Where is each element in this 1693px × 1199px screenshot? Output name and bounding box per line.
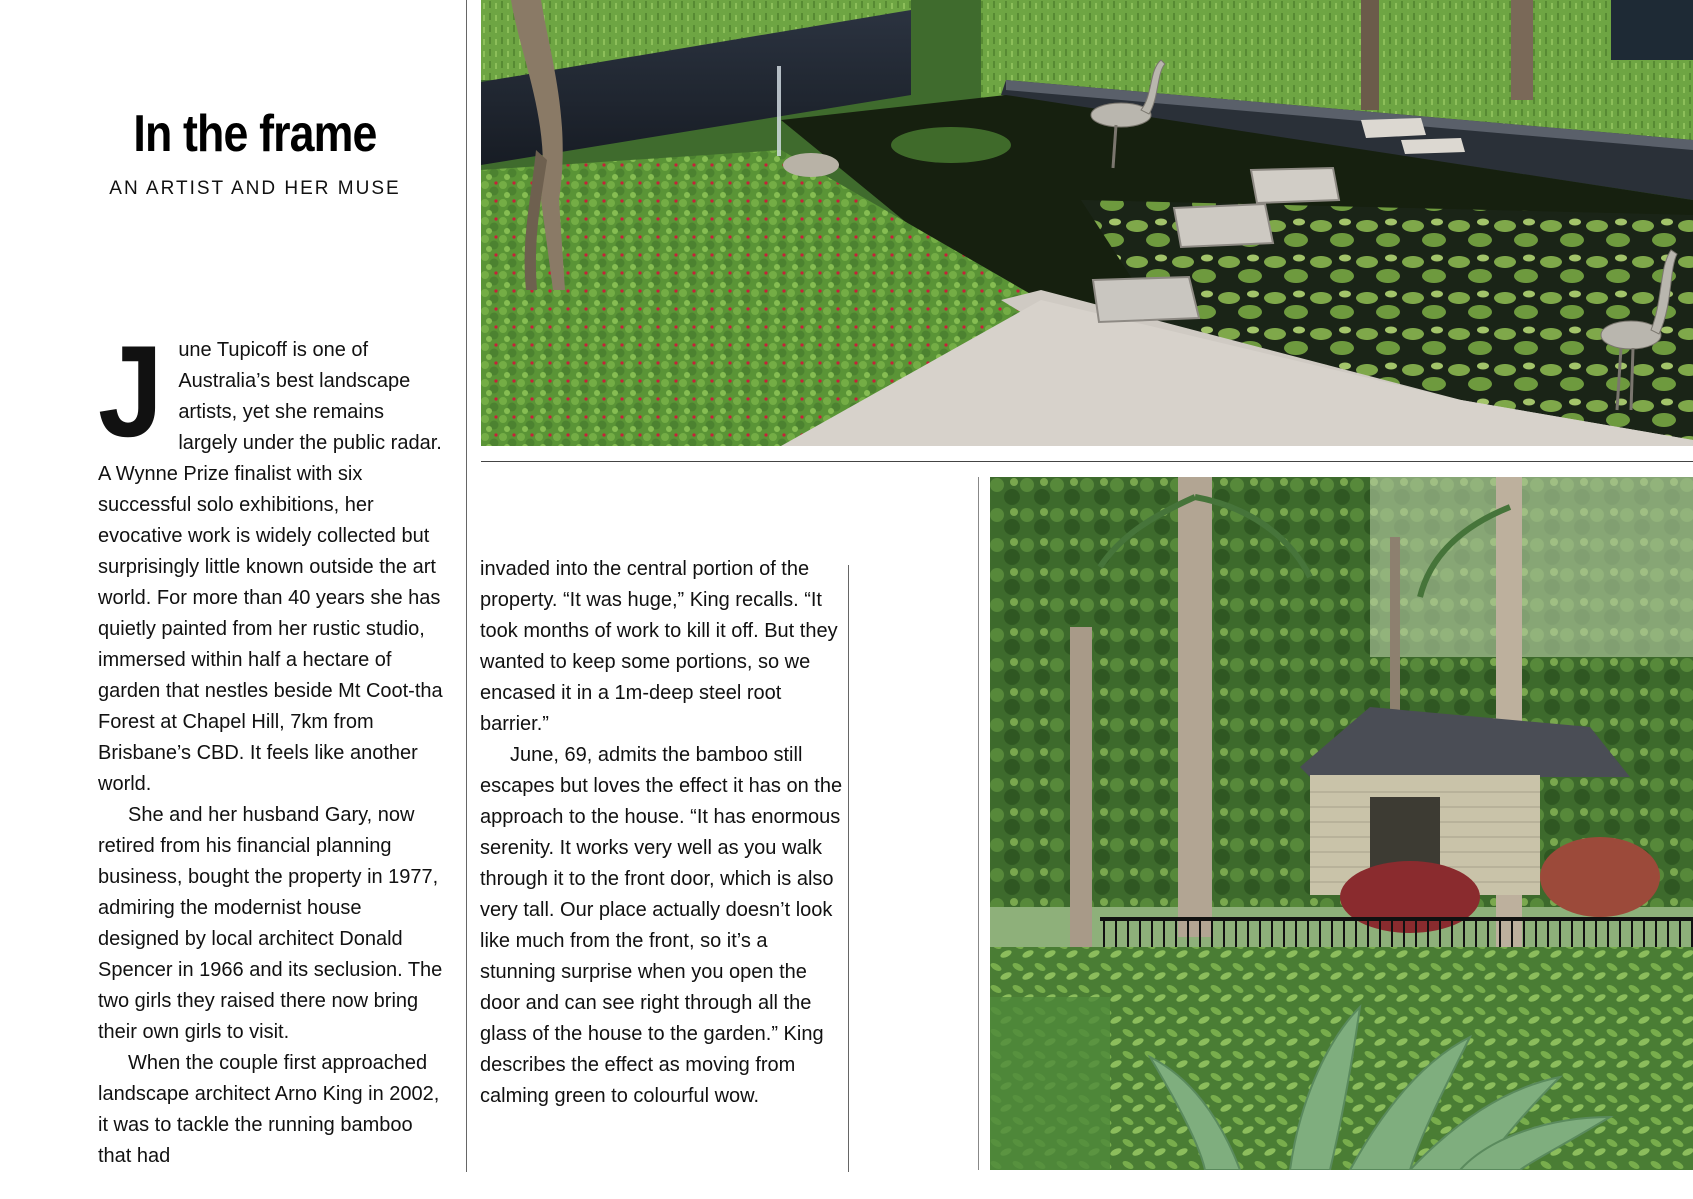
paragraph: June, 69, admits the bamboo still escapes but loves the effect it has on the approach to the house. “It has enormous serenity. It works very well as you walk through it to the front door, which is also very tall. Our place actually doesn’t look like much from the front, so it’s a stunning surprise when you open the door and can see right through all the glass of the house to the garden.” King describes the effect as moving from calming green to colourful wow. (480, 744, 843, 1107)
article-deck: AN ARTIST AND HER MUSE (109, 178, 401, 199)
paragraph: invaded into the central portion of the property. “It was huge,” King recalls. “It took months of work to kill it off. But they wanted to keep some portions, so we encased it in a 1m-deep steel root barrier.” (480, 558, 838, 735)
text-column-2 (480, 554, 846, 1112)
paragraph: When the couple first approached landscape architect Arno King in 2002, it was to tackle the running bamboo that had (98, 1052, 440, 1167)
opening-text: une Tupicoff is one of Australia’s best landscape artists, yet she remains largely under the public radar. A Wynne Prize finalist with six successful solo exhibitions, her evocative work is widely collected but surprisingly little known outside the art world. For more than 40 years she has quietly painted from her rustic studio, immersed within half a hectare of garden that nestles beside Mt Coot-tha Forest at Chapel Hill, 7km from Brisbane’s CBD. It feels like another world. (98, 339, 443, 795)
text-column-1 (98, 318, 448, 1172)
cottage-photo-image (990, 477, 1693, 1170)
headline-block (90, 105, 420, 200)
drop-cap: J (98, 318, 164, 464)
article-title: In the frame (133, 105, 377, 163)
cottage-photo (990, 477, 1693, 1170)
paragraph: She and her husband Gary, now retired from his financial planning business, bought the property in 1977, admiring the modernist house designed by local architect Donald Spencer in 1966 and its seclusion. The two girls they raised there now bring their own girls to visit. (98, 804, 443, 1043)
pond-photo (481, 0, 1693, 446)
section-divider (481, 461, 1693, 462)
column-divider (848, 565, 849, 1172)
column-divider (466, 0, 467, 1172)
photo-divider (978, 477, 979, 1170)
opening-paragraph (98, 318, 448, 800)
pond-photo-image (481, 0, 1693, 446)
